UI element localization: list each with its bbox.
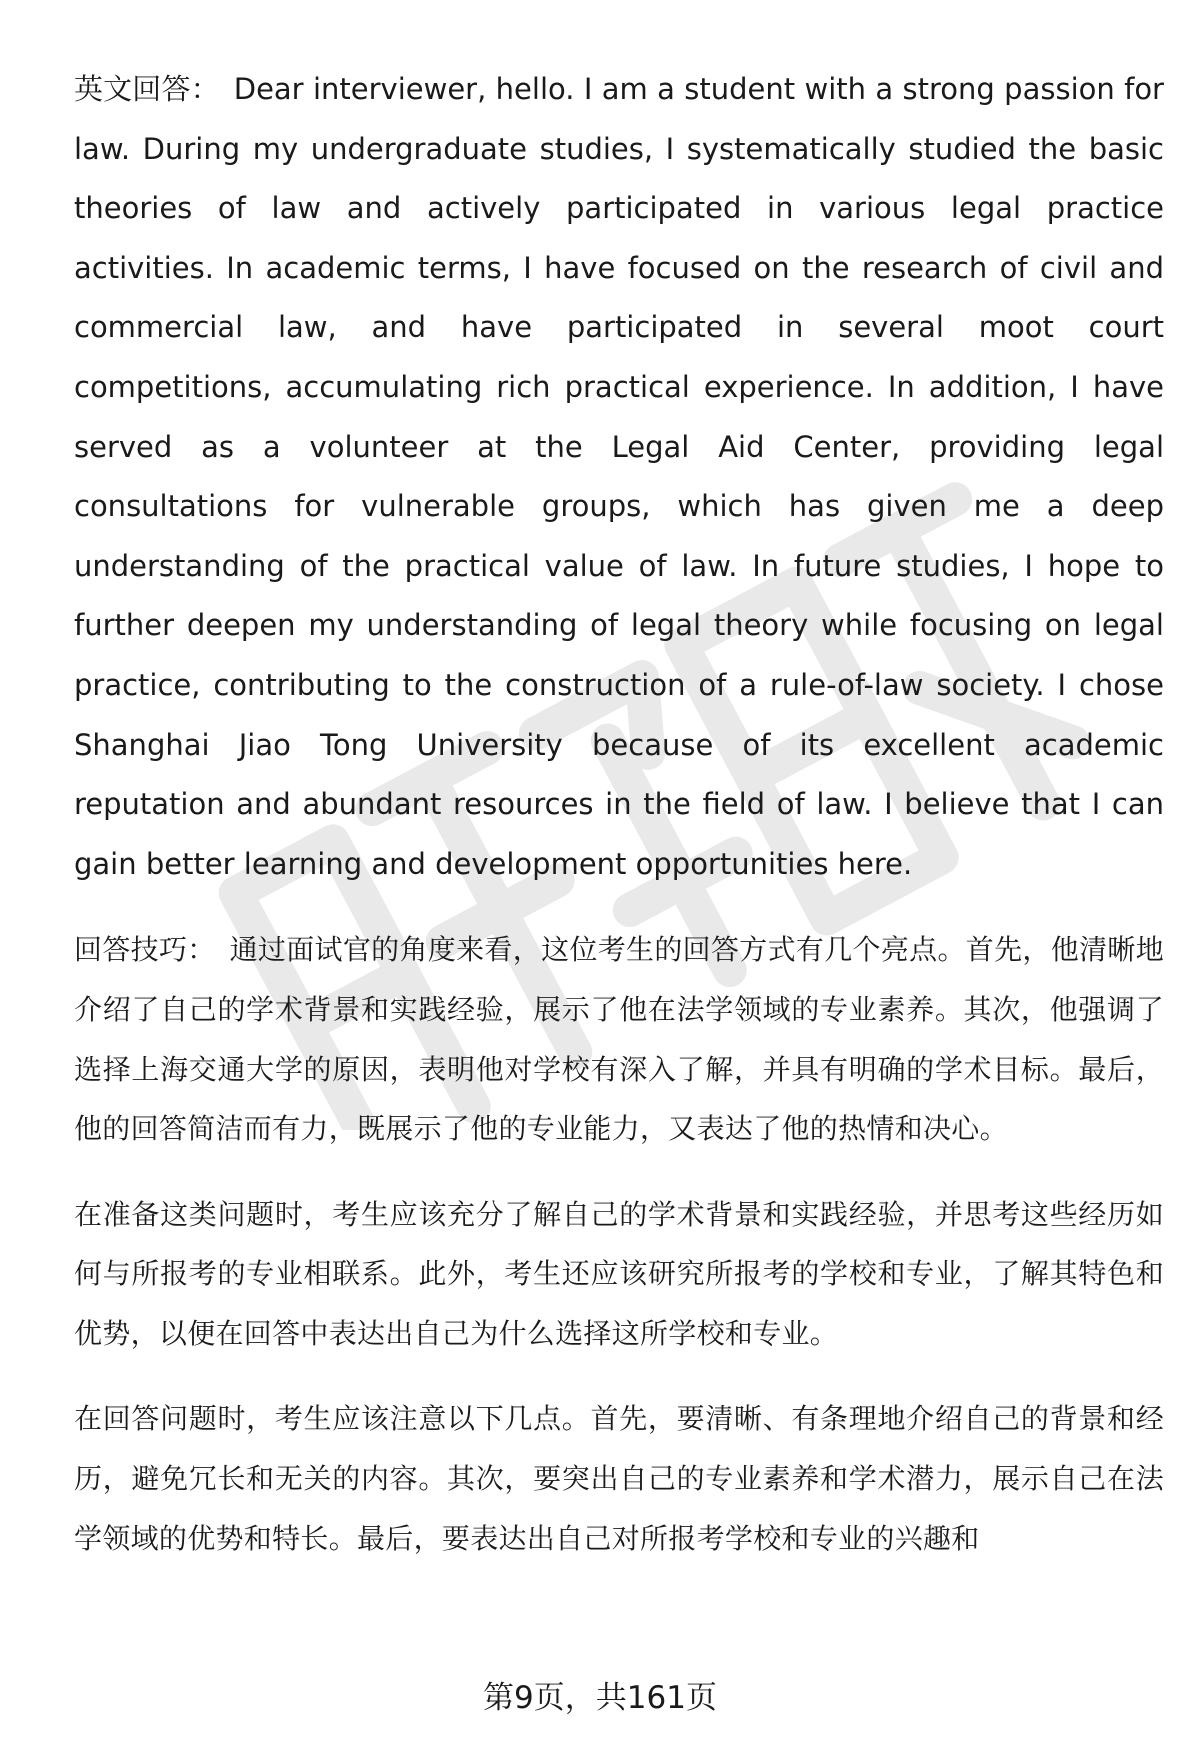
english-answer-label: 英文回答：	[74, 72, 220, 106]
answer-tips-label: 回答技巧：	[74, 933, 216, 967]
english-answer-text: Dear interviewer, hello. I am a student with a strong passion for law. During my undergraduate studies, I systematically studied the basic theories of law and actively participated in various legal practice activities. In academic terms, I have focused on the research of civil and commercial law, and have participated in several moot court competitions, accumulating rich practical experience. In addition, I have served as a volunteer at the Legal Aid Center, providing legal consultations for vulnerable groups, which has given me a deep understanding of the practical value of law. In future studies, I hope to further deepen my understanding of legal theory while focusing on legal practice, contributing to the construction of a rule-of-law society. I chose Shanghai Jiao Tong University because of its excellent academic reputation and abundant resources in the field of law. I believe that I can gain better learning and development opportunities here.	[74, 72, 1164, 881]
document-body	[74, 60, 1164, 1568]
answer-tips-paragraph	[74, 920, 1164, 1158]
answering-points-paragraph: 在回答问题时，考生应该注意以下几点。首先，要清晰、有条理地介绍自己的背景和经历，避免冗长和无关的内容。其次，要突出自己的专业素养和学术潜力，展示自己在法学领域的优势和特长。最后，要表达出自己对所报考学校和专业的兴趣和	[74, 1402, 1164, 1555]
page-number-footer: 第9页，共161页	[483, 1680, 717, 1716]
preparation-paragraph: 在准备这类问题时，考生应该充分了解自己的学术背景和实践经验，并思考这些经历如何与所报考的专业相联系。此外，考生还应该研究所报考的学校和专业，了解其特色和优势，以便在回答中表达出自己为什么选择这所学校和专业。	[74, 1197, 1164, 1350]
english-answer-paragraph	[74, 60, 1164, 894]
answer-tips-text: 通过面试官的角度来看，这位考生的回答方式有几个亮点。首先，他清晰地介绍了自己的学术背景和实践经验，展示了他在法学领域的专业素养。其次，他强调了选择上海交通大学的原因，表明他对学校有深入了解，并具有明确的学术目标。最后，他的回答简洁而有力，既展示了他的专业能力，又表达了他的热情和决心。	[74, 933, 1164, 1146]
